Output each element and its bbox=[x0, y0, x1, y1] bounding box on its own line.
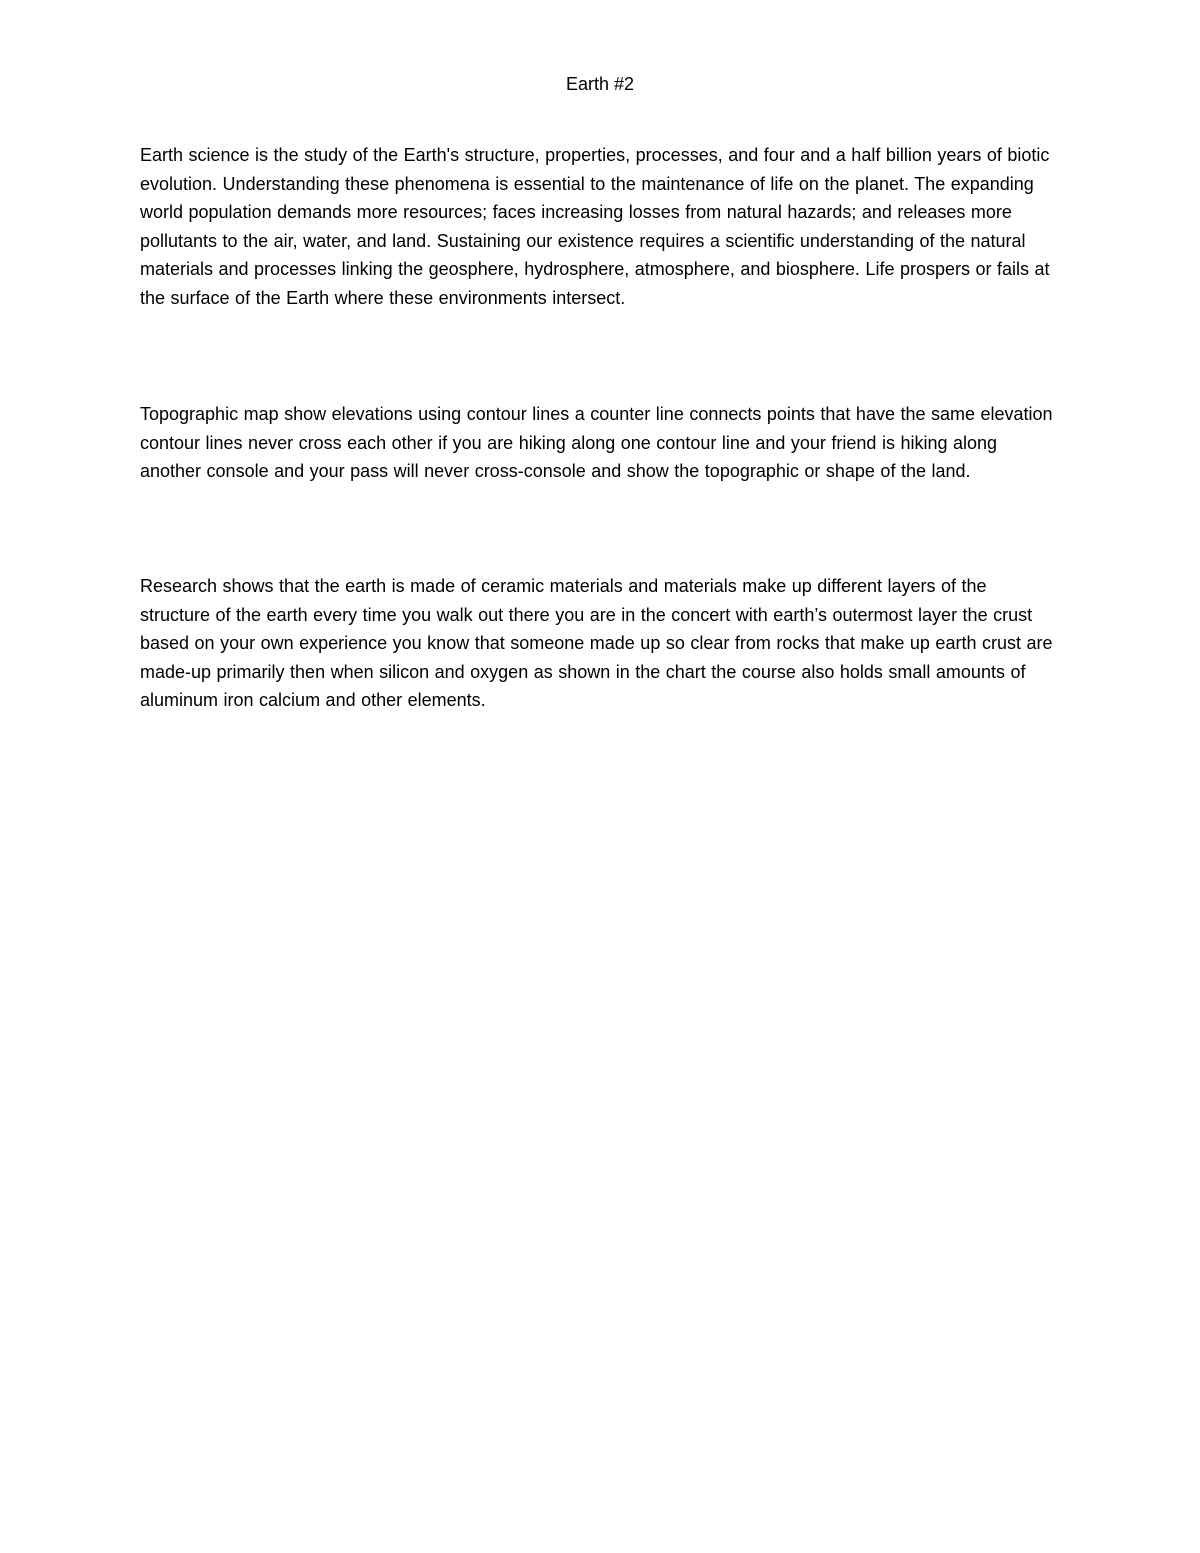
document-title: Earth #2 bbox=[565, 74, 635, 94]
paragraph-earth-materials: Research shows that the earth is made of ceramic materials and materials make up different layers of the structure of the earth every time you walk out there you are in the concert with earth’s outermost layer the crust based on your own experience you know that someone made up so clear from rocks that make up earth crust are made-up primarily then when silicon and oxygen as shown in the chart the course also holds small amounts of aluminum iron calcium and other elements. bbox=[140, 576, 1053, 711]
paragraph-earth-science: Earth science is the study of the Earth's structure, properties, processes, and four and a half billion years of biotic evolution. Understanding these phenomena is essential to the maintenance of life on the planet. The expanding world population demands more resources; faces increasing losses from natural hazards; and releases more pollutants to the air, water, and land. Sustaining our existence requires a scientific understanding of the natural materials and processes linking the geosphere, hydrosphere, atmosphere, and biosphere. Life prospers or fails at the surface of the Earth where these environments intersect. bbox=[140, 145, 1050, 308]
paragraph-topographic-map: Topographic map show elevations using contour lines a counter line connects points that have the same elevation contour lines never cross each other if you are hiking along one contour line and your friend is hiking along another console and your pass will never cross-console and show the topographic or shape of the land. bbox=[140, 404, 1053, 482]
